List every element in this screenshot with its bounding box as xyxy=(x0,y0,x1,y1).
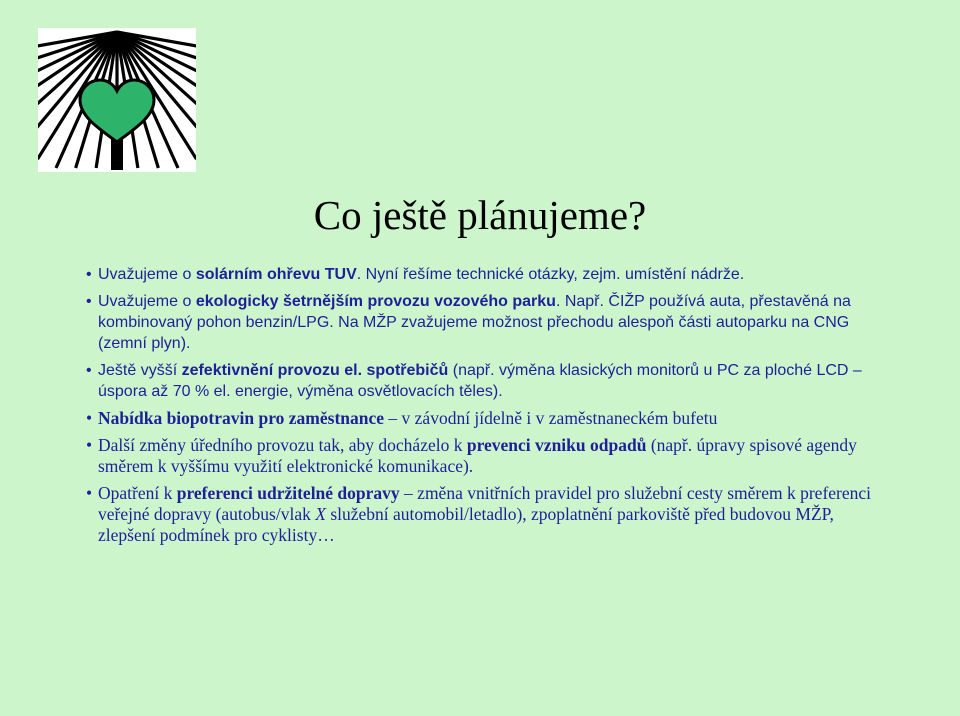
page-title: Co ještě plánujeme? xyxy=(313,192,647,238)
list-item xyxy=(86,291,886,354)
list-item xyxy=(86,408,886,429)
item-text: Uvažujeme o solárním ohřevu TUV. Nyní řešíme technické otázky, zejm. umístění nádrže. xyxy=(98,266,745,283)
bullet-list xyxy=(86,264,886,552)
item-text: Další změny úředního provozu tak, aby docházelo k prevenci vzniku odpadů (např. úpravy spisové agendy směrem k vyššímu využití elektronické komunikace). xyxy=(98,435,857,476)
bullet: • xyxy=(86,362,92,379)
heart-tree-rays-logo-icon xyxy=(38,28,196,172)
list-item xyxy=(86,483,886,546)
bullet: • xyxy=(86,266,92,283)
bullet: • xyxy=(86,293,92,310)
item-text: Uvažujeme o ekologicky šetrnějším provozu vozového parku. Např. ČIŽP používá auta, přestavěná na kombinovaný pohon benzin/LPG. Na MŽP zvažujeme možnost přechodu alespoň části autoparku na CNG (zemní plyn). xyxy=(98,293,851,352)
item-text: Ještě vyšší zefektivnění provozu el. spotřebičů (např. výměna klasických monitorů u PC za ploché LCD – úspora až 70 % el. energie, výměna osvětlovacích těles). xyxy=(98,362,862,400)
list-item xyxy=(86,435,886,477)
logo xyxy=(38,28,196,172)
bullet: • xyxy=(86,435,93,455)
bullet: • xyxy=(86,483,93,503)
list-item xyxy=(86,264,886,285)
item-text: Opatření k preferenci udržitelné dopravy – změna vnitřních pravidel pro služební cesty směrem k preferenci veřejné dopravy (autobus/vlak X služební automobil/letadlo), zpoplatnění parkoviště před budovou MŽP, zlepšení podmínek pro cyklisty… xyxy=(98,483,872,545)
item-text: Nabídka biopotravin pro zaměstnance – v závodní jídelně i v zaměstnaneckém bufetu xyxy=(98,408,718,428)
list-item xyxy=(86,360,886,402)
bullet: • xyxy=(86,408,93,428)
